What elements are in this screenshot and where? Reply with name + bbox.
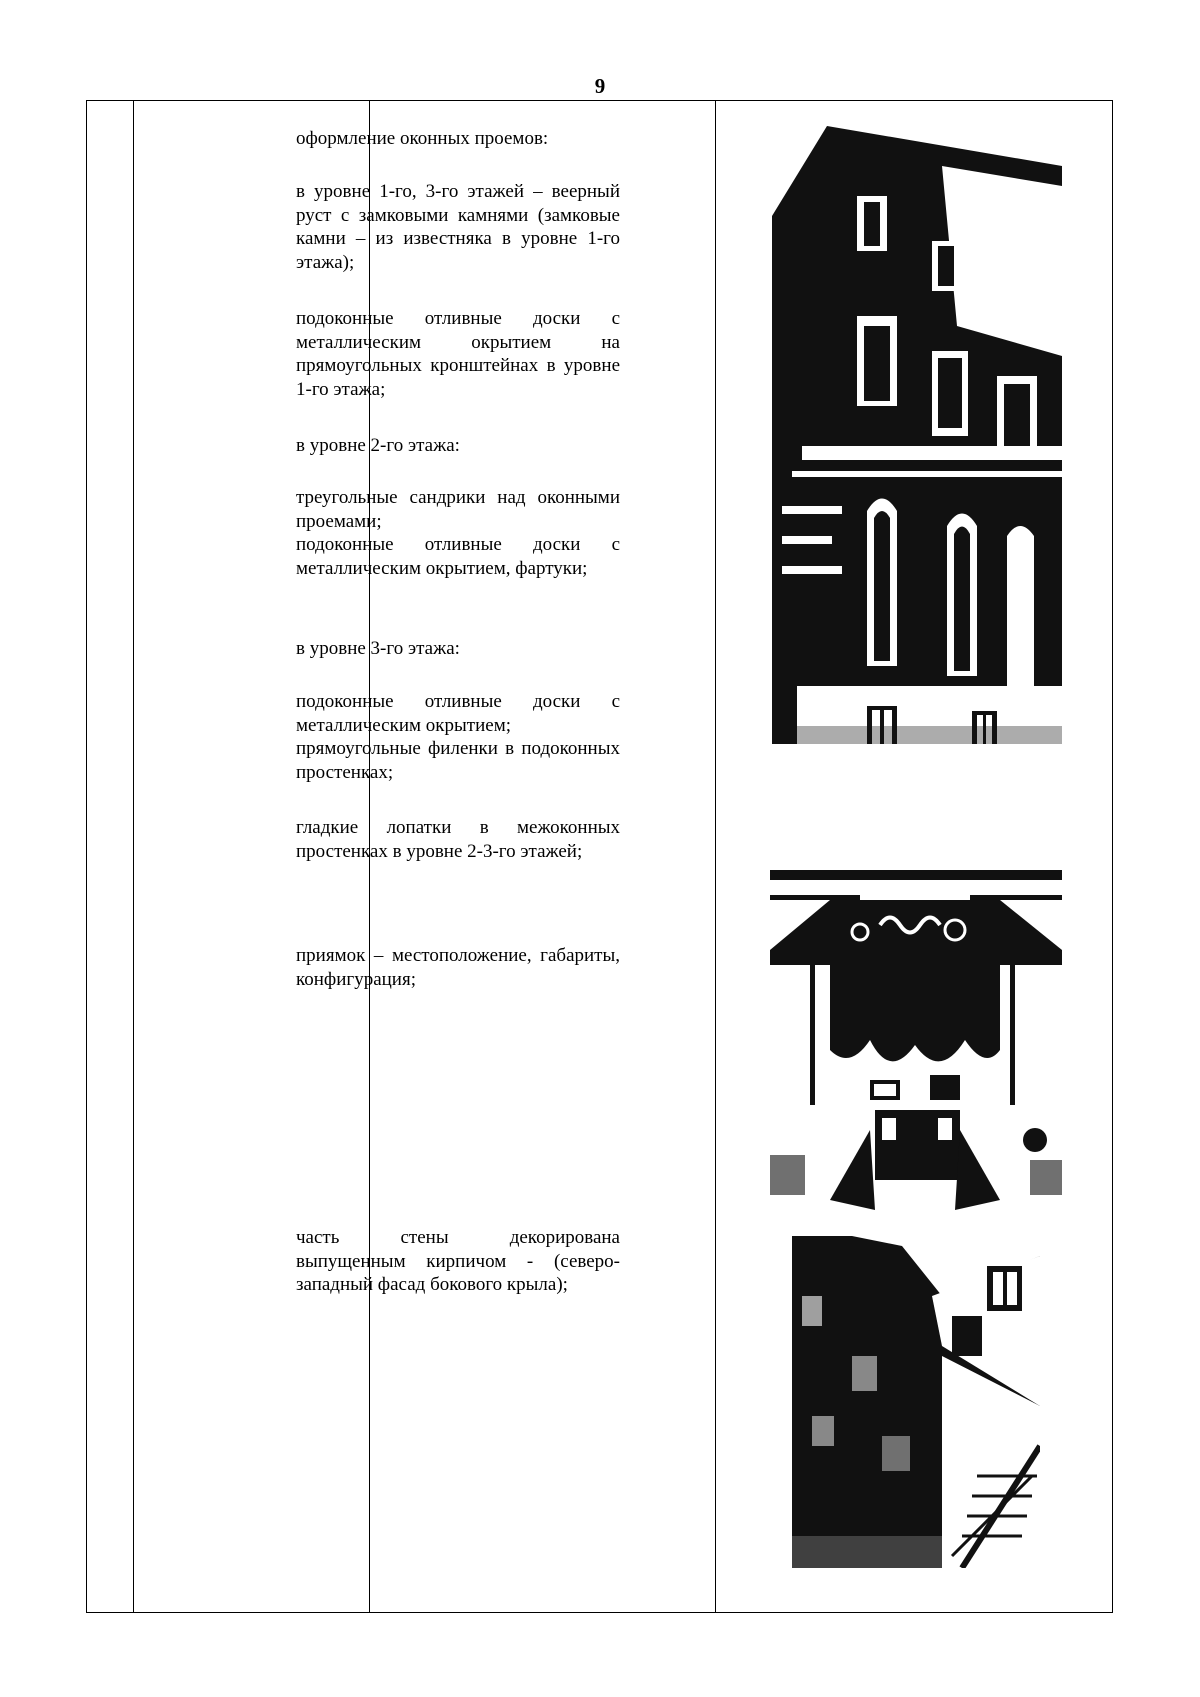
facade-photo (772, 126, 1062, 744)
page-number: 9 (594, 74, 606, 98)
paragraph: часть стены декорирована выпущенным кирпичом - (северо-западный фасад бокового крыла); (296, 1227, 620, 1295)
column-divider (715, 101, 716, 1612)
paragraph: подоконные отливные доски с металлическим окрытием, фартуки; (296, 534, 620, 579)
paragraph: прямоугольные филенки в подоконных простенках; (296, 738, 620, 783)
paragraph: треугольные сандрики над оконными проемами; (296, 487, 620, 532)
courtyard-wall-photo (792, 1236, 1040, 1568)
entrance-canopy-photo (770, 870, 1062, 1210)
paragraph: приямок – местоположение, габариты, конфигурация; (296, 945, 620, 990)
paragraph: оформление оконных проемов: (296, 128, 549, 149)
column-divider (133, 101, 134, 1612)
paragraph: гладкие лопатки в межоконных простенках в уровне 2-3-го этажей; (296, 817, 620, 862)
paragraph: подоконные отливные доски с металлическим окрытием на прямоугольных кронштейнах в уровне 1-го этажа; (296, 308, 620, 400)
paragraph: в уровне 3-го этажа: (296, 638, 460, 659)
paragraph: в уровне 2-го этажа: (296, 435, 460, 456)
paragraph: в уровне 1-го, 3-го этажей – веерный руст с замковыми камнями (замковые камни – из известняка в уровне 1-го этажа); (296, 181, 620, 273)
paragraph: подоконные отливные доски с металлическим окрытием; (296, 691, 620, 736)
